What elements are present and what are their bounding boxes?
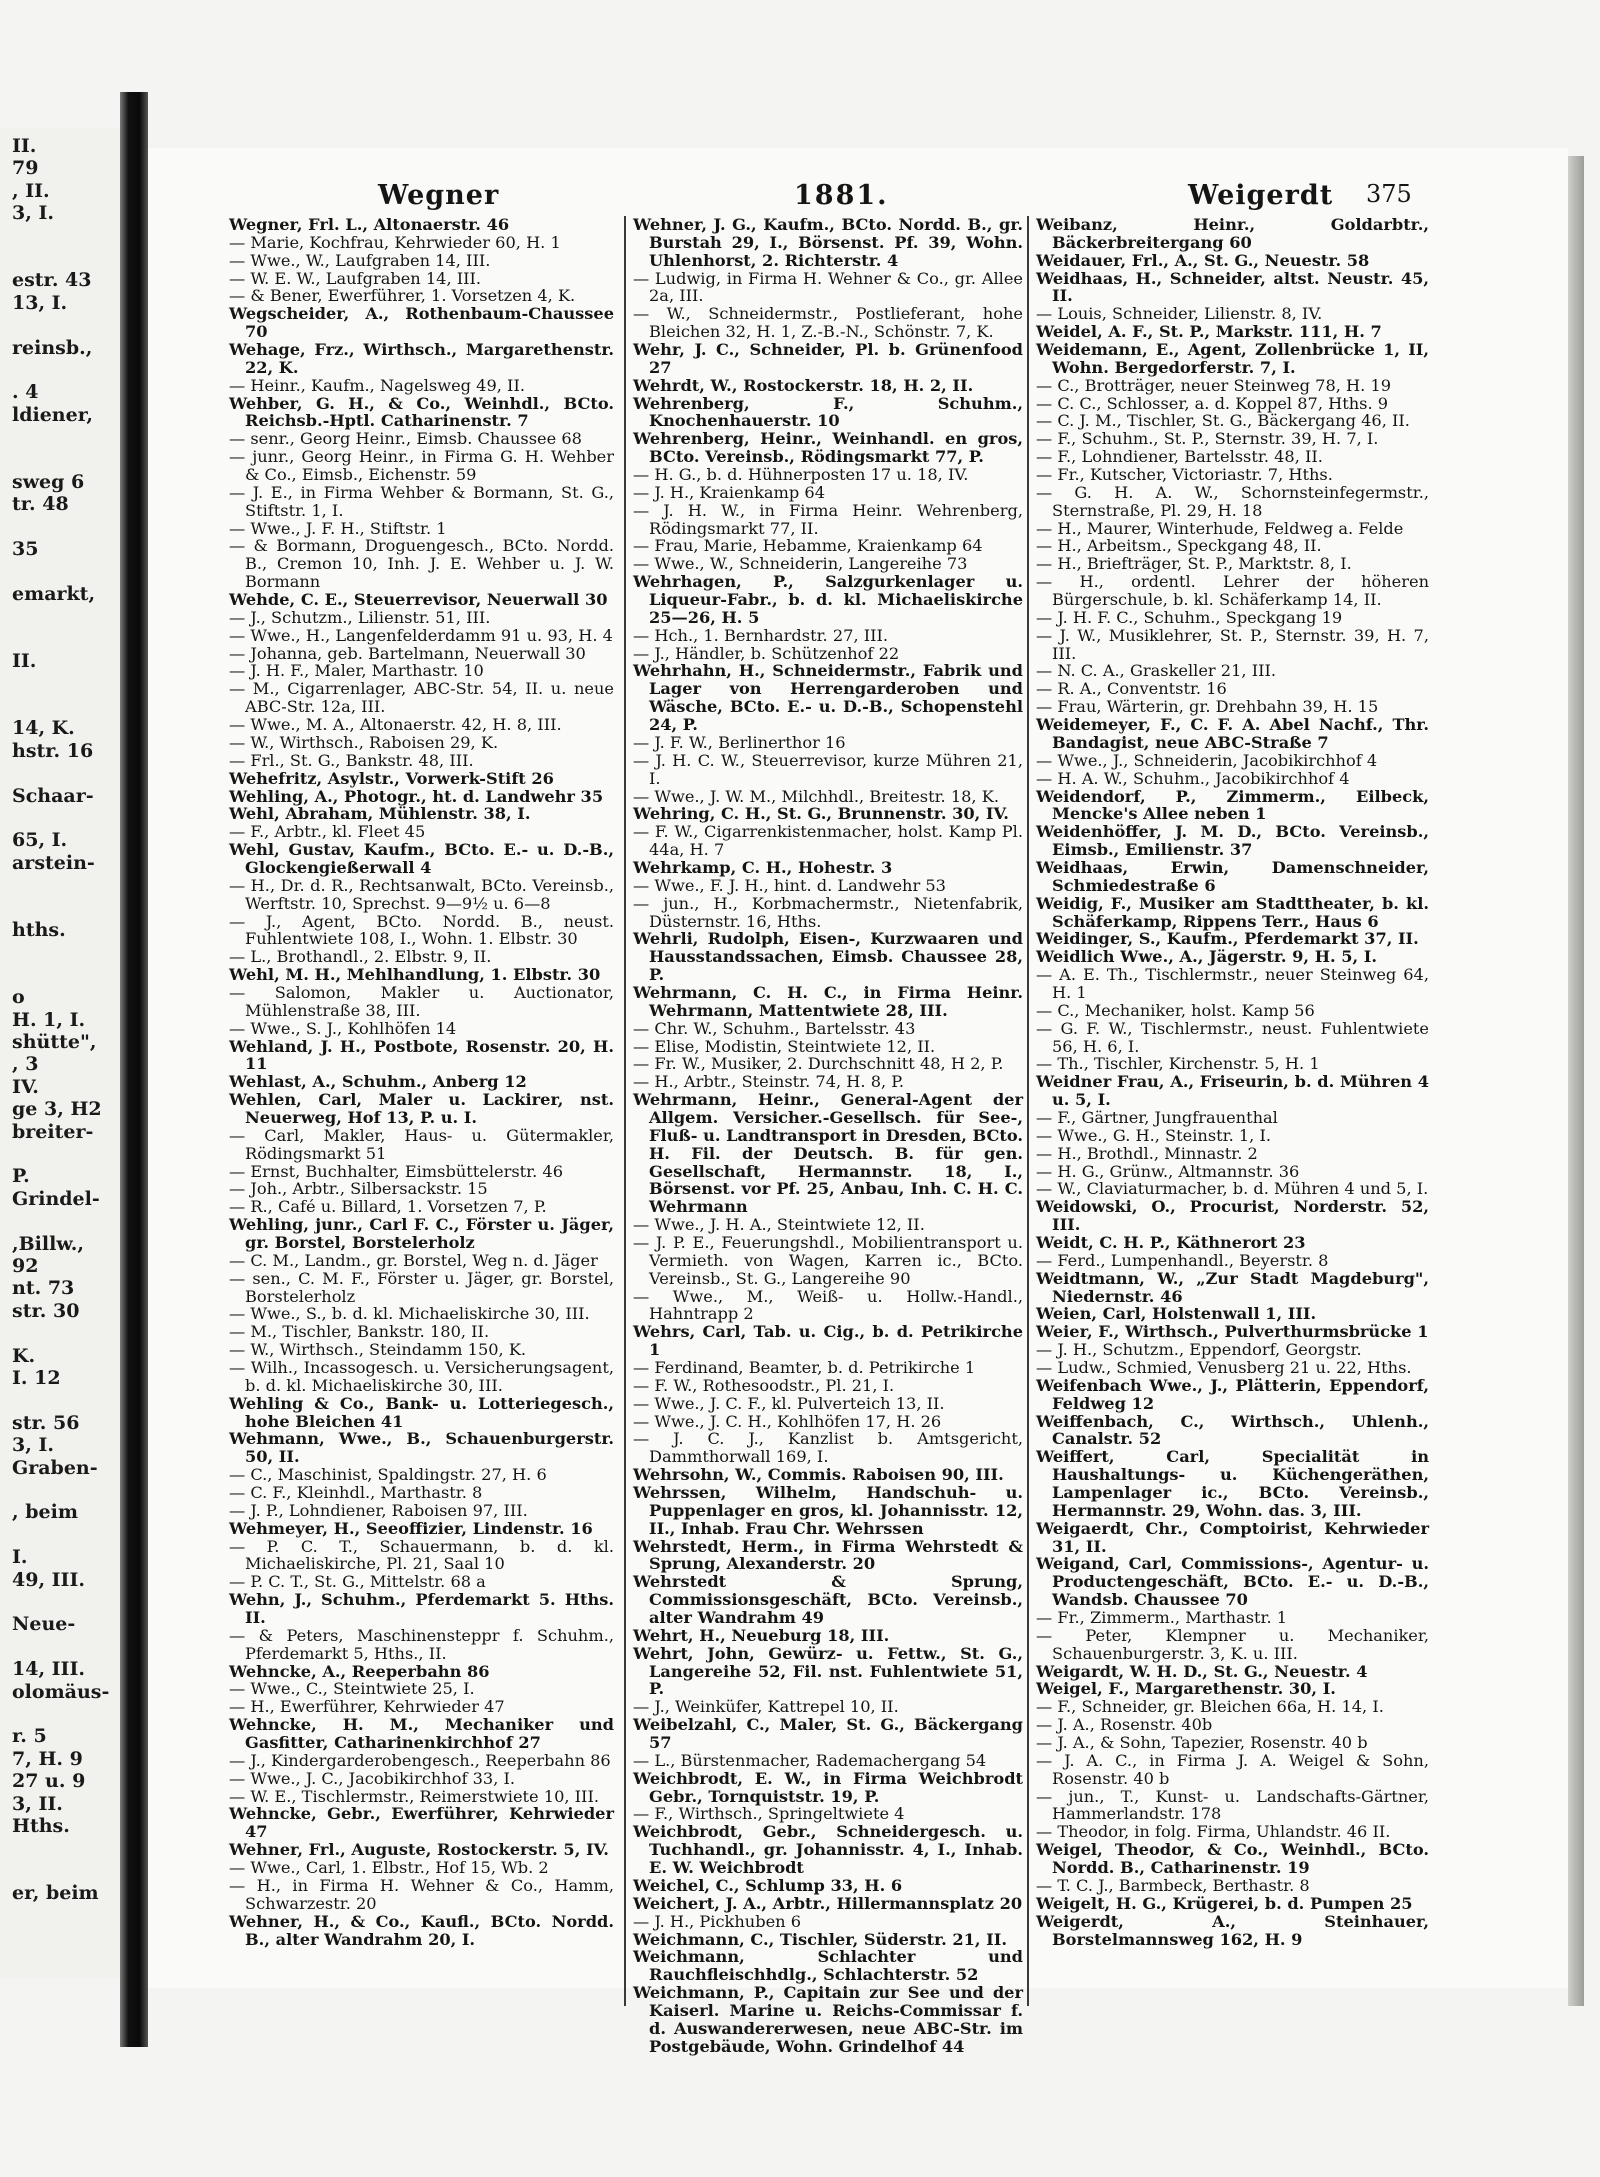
directory-entry: — W. E. W., Laufgraben 14, III. [229, 268, 482, 288]
directory-entry: — C. F., Kleinhdl., Marthastr. 8 [229, 1483, 483, 1503]
directory-column-1 [229, 216, 614, 1976]
directory-entry: — Hch., 1. Bernhardstr. 27, III. [633, 625, 889, 645]
directory-entry: — J. H. W., in Firma Heinr. Wehrenberg, Rödingsmarkt 77, II. [633, 500, 1023, 538]
directory-entry: — & Peters, Maschinensteppr f. Schuhm., Pferdemarkt 5, Hths., II. [229, 1625, 614, 1663]
directory-entry: — junr., Georg Heinr., in Firma G. H. Wehber & Co., Eimsb., Eichenstr. 59 [229, 447, 614, 485]
directory-entry: — Heinr., Kaufm., Nagelsweg 49, II. [229, 375, 525, 395]
directory-entry: — C. M., Landm., gr. Borstel, Weg n. d. Jäger [229, 1250, 598, 1270]
directory-entry: Weidendorf, P., Zimmerm., Eilbeck, Mencke's Allee neben 1 [1036, 786, 1429, 824]
directory-entry: — J., Kindergarderobengesch., Reeperbahn 86 [229, 1750, 611, 1770]
previous-page-fragment: , II. [12, 179, 50, 202]
previous-page-fragment: olomäus- [12, 1680, 110, 1703]
directory-entry: — Fr., Zimmerm., Marthastr. 1 [1036, 1608, 1288, 1628]
directory-entry: — J. W., Musiklehrer, St. P., Sternstr. 39, H. 7, III. [1036, 625, 1429, 663]
previous-page-fragment: emarkt, [12, 583, 96, 605]
directory-entry: Weidtmann, W., „Zur Stadt Magdeburg", Niedernstr. 46 [1036, 1268, 1429, 1306]
directory-entry: Weidowski, O., Procurist, Norderstr. 52, III. [1036, 1197, 1429, 1235]
directory-entry: — Wwe., F. J. H., hint. d. Landwehr 53 [633, 875, 946, 895]
directory-entry: Wehrt, H., Neueburg 18, III. [633, 1625, 890, 1645]
directory-entry: Wehncke, H. M., Mechaniker und Gasfitter, Catharinenkirchhof 27 [229, 1715, 614, 1753]
directory-entry: — Wwe., Carl, 1. Elbstr., Hof 15, Wb. 2 [229, 1858, 549, 1878]
directory-entry: — W., Wirthsch., Steindamm 150, K. [229, 1340, 527, 1360]
directory-entry: — J. H. F., Maler, Marthastr. 10 [229, 661, 484, 681]
directory-entry: — Fr., Kutscher, Victoriastr. 7, Hths. [1036, 465, 1333, 485]
directory-entry: — H., Arbeitsm., Speckgang 48, II. [1036, 536, 1322, 556]
directory-entry: — F., Wirthsch., Springeltwiete 4 [633, 1804, 905, 1824]
directory-entry: Wehrhagen, P., Salzgurkenlager u. Liqueur-Fabr., b. d. kl. Michaeliskirche 25—26, H. 5 [633, 572, 1023, 627]
directory-entry: Weichert, J. A., Arbtr., Hillermannsplatz 20 [633, 1893, 1023, 1913]
previous-page-fragment: Hths. [12, 1815, 70, 1837]
directory-entry: Weigel, Theodor, & Co., Weinhdl., BCto. Nordd. B., Catharinenstr. 19 [1036, 1840, 1429, 1878]
directory-entry: — W., Schneidermstr., Postlieferant, hohe Bleichen 32, H. 1, Z.-B.-N., Schönstr. 7, K. [633, 304, 1023, 342]
previous-page-fragment: 79 [12, 157, 39, 180]
previous-page-fragment: sweg 6 [12, 471, 85, 493]
directory-entry: Weidig, F., Musiker am Stadttheater, b. kl. Schäferkamp, Rippens Terr., Haus 6 [1036, 893, 1429, 931]
directory-entry: Weigelt, H. G., Krügerei, b. d. Pumpen 25 [1036, 1893, 1413, 1913]
previous-page-fragment: II. [12, 650, 37, 673]
directory-entry: Wehrkamp, C. H., Hohestr. 3 [633, 857, 893, 877]
directory-entry: — J., Händler, b. Schützenhof 22 [633, 643, 900, 663]
directory-entry: — L., Bürstenmacher, Rademachergang 54 [633, 1750, 987, 1770]
directory-entry: — Frau, Wärterin, gr. Drehbahn 39, H. 15 [1036, 697, 1379, 717]
directory-entry: — C., Maschinist, Spaldingstr. 27, H. 6 [229, 1465, 547, 1485]
previous-page-fragment: Schaar- [12, 784, 94, 807]
directory-entry: — J. E., in Firma Wehber & Bormann, St. G., Stiftstr. 1, I. [229, 482, 614, 520]
directory-entry: — M., Tischler, Bankstr. 180, II. [229, 1322, 490, 1342]
directory-entry: — Ferdinand, Beamter, b. d. Petrikirche 1 [633, 1358, 976, 1377]
directory-entry: Wehde, C. E., Steuerrevisor, Neuerwall 30 [229, 590, 608, 610]
directory-entry: — Chr. W., Schuhm., Bartelsstr. 43 [633, 1018, 916, 1038]
directory-entry: — Wwe., M. A., Altonaerstr. 42, H. 8, III. [229, 715, 562, 735]
directory-entry: Wehncke, A., Reeperbahn 86 [229, 1661, 490, 1681]
directory-entry: Weidauer, Frl., A., St. G., Neuestr. 58 [1036, 250, 1370, 270]
previous-page-fragment: 3, I. [12, 202, 54, 225]
previous-page-fragment: K. [12, 1344, 36, 1367]
directory-entry: — J., Weinküfer, Kattrepel 10, II. [633, 1697, 899, 1717]
directory-entry: — F., Schuhm., St. P., Sternstr. 39, H. 7, I. [1036, 429, 1379, 449]
previous-page-fragment: reinsb., [12, 336, 93, 359]
directory-entry: Weibelzahl, C., Maler, St. G., Bäckergang 57 [633, 1715, 1023, 1753]
previous-page-fragment: I. 12 [12, 1367, 61, 1389]
previous-page-fragment: ldiener, [12, 403, 93, 426]
directory-entry: — J. A., & Sohn, Tapezier, Rosenstr. 40 b [1036, 1733, 1368, 1753]
directory-entry: — H., Maurer, Winterhude, Feldweg a. Felde [1036, 518, 1404, 538]
previous-page-edge [0, 128, 120, 1978]
directory-page [148, 148, 1568, 2056]
directory-entry: — P. C. T., St. G., Mittelstr. 68 a [229, 1572, 486, 1592]
directory-entry: Wehmann, Wwe., B., Schauenburgerstr. 50, II. [229, 1429, 614, 1467]
previous-page-fragment: er, beim [12, 1882, 99, 1905]
previous-page-fragment: Graben- [12, 1456, 98, 1479]
previous-page-fragment: P. [12, 1165, 30, 1188]
directory-entry: — N. C. A., Graskeller 21, III. [1036, 661, 1277, 681]
directory-entry: Weidemann, E., Agent, Zollenbrücke 1, II, Wohn. Bergedorferstr. 7, I. [1036, 340, 1429, 377]
directory-entry: Weien, Carl, Holstenwall 1, III. [1036, 1304, 1317, 1324]
directory-entry: Weifenbach Wwe., J., Plätterin, Eppendorf, Feldweg 12 [1036, 1375, 1429, 1413]
directory-entry: Wegscheider, A., Rothenbaum-Chaussee 70 [229, 304, 614, 342]
directory-entry: — Frl., St. G., Bankstr. 48, III. [229, 750, 474, 770]
directory-entry: Wehncke, Gebr., Ewerführer, Kehrwieder 47 [229, 1804, 614, 1842]
directory-entry: — H. A. W., Schuhm., Jacobikirchhof 4 [1036, 768, 1350, 788]
directory-entry: Wehling & Co., Bank- u. Lotteriegesch., hohe Bleichen 41 [229, 1393, 614, 1431]
previous-page-fragment: 92 [12, 1255, 39, 1277]
directory-entry: — Elise, Modistin, Steintwiete 12, II. [633, 1036, 936, 1056]
directory-entry: Weigerdt, A., Steinhauer, Borstelmannsweg 162, H. 9 [1036, 1911, 1429, 1949]
directory-entry: — R. A., Conventstr. 16 [1036, 679, 1227, 699]
directory-entry: Wehrhahn, H., Schneidermstr., Fabrik und Lager von Herrengarderoben und Wäsche, BCto. E.- u. D.-B., Schopenstehl 24, P. [633, 661, 1023, 735]
directory-entry: Weiffenbach, C., Wirthsch., Uhlenh., Canalstr. 52 [1036, 1411, 1429, 1449]
directory-entry: — Wwe., M., Weiß- u. Hollw.-Handl., Hahntrapp 2 [633, 1286, 1023, 1324]
directory-entry: — H. G., Grünw., Altmannstr. 36 [1036, 1161, 1300, 1181]
directory-entry: — H., Briefträger, St. P., Marktstr. 8, I. [1036, 554, 1352, 574]
header-year: 1881. [794, 180, 889, 211]
directory-column-3 [1036, 216, 1429, 1976]
previous-page-fragment: , beim [12, 1501, 78, 1524]
directory-entry: — H., Brothdl., Minnastr. 2 [1036, 1143, 1258, 1163]
previous-page-fragment: 65, I. [12, 829, 68, 852]
directory-entry: — F., Arbtr., kl. Fleet 45 [229, 822, 426, 842]
directory-entry: — J. P., Lohndiener, Raboisen 97, III. [229, 1500, 528, 1520]
directory-entry: — J., Schutzm., Lilienstr. 51, III. [229, 607, 491, 627]
directory-entry: — C. C., Schlosser, a. d. Koppel 87, Hths. 9 [1036, 393, 1389, 413]
directory-entry: — A. E. Th., Tischlermstr., neuer Steinweg 64, H. 1 [1036, 965, 1429, 1002]
previous-page-fragment: str. 30 [12, 1299, 80, 1322]
page-header [148, 148, 1543, 211]
directory-entry: — H., Dr. d. R., Rechtsanwalt, BCto. Vereinsb., Werftstr. 10, Sprechst. 9—9½ u. 6—8 [229, 875, 614, 913]
directory-entry: — Fr. W., Musiker, 2. Durchschnitt 48, H 2, P. [633, 1054, 1004, 1074]
directory-entry: Wehefritz, Asylstr., Vorwerk-Stift 26 [229, 768, 554, 788]
directory-entry: Weidner Frau, A., Friseurin, b. d. Mühren 4 u. 5, I. [1036, 1072, 1429, 1110]
previous-page-fragment: Grindel- [12, 1187, 100, 1210]
directory-entry: Wehling, A., Photogr., ht. d. Landwehr 35 [229, 786, 604, 806]
directory-entry: Wehrenberg, F., Schuhm., Knochenhauerstr. 10 [633, 393, 1023, 431]
directory-entry: — senr., Georg Heinr., Eimsb. Chaussee 68 [229, 429, 582, 449]
directory-entry: Wehr, J. C., Schneider, Pl. b. Grünenfood 27 [633, 340, 1023, 377]
previous-page-fragment: r. 5 [12, 1725, 47, 1748]
directory-entry: — & Bener, Ewerführer, 1. Vorsetzen 4, K. [229, 286, 576, 306]
directory-entry: — J. C. J., Kanzlist b. Amtsgericht, Dammthorwall 169, I. [633, 1429, 1023, 1467]
directory-entry: — C., Brotträger, neuer Steinweg 78, H. 19 [1036, 375, 1392, 395]
directory-entry: — J. A., Rosenstr. 40b [1036, 1715, 1213, 1735]
directory-entry: Wehrsohn, W., Commis. Raboisen 90, III. [633, 1465, 1004, 1485]
previous-page-fragment: breiter- [12, 1120, 94, 1143]
directory-entry: — H. G., b. d. Hühnerposten 17 u. 18, IV. [633, 465, 969, 485]
page-edge-shadow [1568, 156, 1584, 2006]
directory-entry: — Ernst, Buchhalter, Eimsbüttelerstr. 46 [229, 1161, 563, 1181]
directory-entry: — Ferd., Lumpenhandl., Beyerstr. 8 [1036, 1250, 1329, 1270]
directory-entry: — Frau, Marie, Hebamme, Kraienkamp 64 [633, 536, 983, 556]
header-first-name: Wegner [378, 180, 500, 211]
directory-entry: — Wwe., J. C., Jacobikirchhof 33, I. [229, 1768, 516, 1788]
directory-entry: Weidenhöffer, J. M. D., BCto. Vereinsb., Eimsb., Emilienstr. 37 [1036, 822, 1429, 860]
directory-entry: — J. H. F. C., Schuhm., Speckgang 19 [1036, 607, 1343, 627]
directory-entry: — L., Brothandl., 2. Elbstr. 9, II. [229, 947, 492, 967]
previous-page-fragment: ,Billw., [12, 1232, 85, 1255]
directory-entry: — Wwe., J. H. A., Steintwiete 12, II. [633, 1215, 925, 1235]
directory-entry: — F. W., Cigarrenkistenmacher, holst. Kamp Pl. 44a, H. 7 [633, 822, 1023, 860]
directory-entry: — W., Claviaturmacher, b. d. Mühren 4 und 5, I. [1036, 1179, 1429, 1199]
directory-entry: Wehrssen, Wilhelm, Handschuh- u. Puppenlager en gros, kl. Johannisstr. 12, II., Inhab. Frau Chr. Wehrssen [633, 1483, 1023, 1538]
directory-entry: Weigaerdt, Chr., Comptoirist, Kehrwieder 31, II. [1036, 1518, 1429, 1556]
directory-entry: Wehl, Abraham, Mühlenstr. 38, I. [229, 804, 531, 824]
column-divider [624, 216, 626, 2006]
previous-page-fragment: shütte", [12, 1031, 97, 1053]
previous-page-fragment: II. [12, 135, 37, 157]
directory-entry: Weichmann, P., Capitain zur See und der Kaiserl. Marine u. Reichs-Commissar f. d. Auswandererwesen, neue ABC-Str. im Postgebäude, Wohn. Grindelhof 44 [633, 1983, 1023, 2056]
directory-entry: Weigand, Carl, Commissions-, Agentur- u. Productengeschäft, BCto. E.- u. D.-B., Wandsb. Chaussee 70 [1036, 1554, 1429, 1610]
directory-entry: — Wilh., Incassogesch. u. Versicherungsagent, b. d. kl. Michaeliskirche 30, III. [229, 1358, 614, 1395]
book-gutter [120, 92, 148, 2047]
directory-entry: — Wwe., J., Schneiderin, Jacobikirchhof 4 [1036, 750, 1378, 770]
directory-entry: Wehner, Frl., Auguste, Rostockerstr. 5, IV. [229, 1840, 609, 1860]
directory-entry: Wehner, J. G., Kaufm., BCto. Nordd. B., gr. Burstah 29, I., Börsenst. Pf. 39, Wohn. Uhlenhorst, 2. Richterstr. 4 [633, 215, 1023, 270]
previous-page-fragment: o [12, 986, 25, 1009]
directory-entry: — W. E., Tischlermstr., Reimerstwiete 10, III. [229, 1786, 599, 1806]
directory-entry: Weidhaas, Erwin, Damenschneider, Schmiedestraße 6 [1036, 857, 1429, 895]
directory-entry: — J. H. C. W., Steuerrevisor, kurze Mühren 21, I. [633, 750, 1023, 788]
directory-entry: — Wwe., J. F. H., Stiftstr. 1 [229, 518, 447, 538]
directory-entry: — Peter, Klempner u. Mechaniker, Schauenburgerstr. 3, K. u. III. [1036, 1625, 1429, 1663]
directory-entry: — jun., H., Korbmachermstr., Nietenfabrik, Düsternstr. 16, Hths. [633, 893, 1023, 931]
directory-entry: — Wwe., W., Schneiderin, Langereihe 73 [633, 554, 968, 574]
previous-page-fragment: H. 1, I. [12, 1008, 86, 1031]
previous-page-fragment: str. 56 [12, 1411, 80, 1434]
directory-entry: Wehrmann, C. H. C., in Firma Heinr. Wehrmann, Mattentwiete 28, III. [633, 982, 1023, 1020]
previous-page-fragment: arstein- [12, 851, 95, 874]
directory-entry: Wehrenberg, Heinr., Weinhandl. en gros, BCto. Vereinsb., Rödingsmarkt 77, P. [633, 429, 1023, 467]
directory-entry: — Johanna, geb. Bartelmann, Neuerwall 30 [229, 643, 586, 663]
directory-entry: — M., Cigarrenlager, ABC-Str. 54, II. u. neue ABC-Str. 12a, III. [229, 679, 614, 717]
directory-entry: Weidhaas, H., Schneider, altst. Neustr. 45, II. [1036, 268, 1429, 306]
previous-page-fragment: 14, K. [12, 717, 75, 740]
directory-entry: Weichmann, C., Tischler, Süderstr. 21, II. [633, 1929, 1007, 1949]
directory-entry: — J. F. W., Berlinerthor 16 [633, 732, 846, 752]
directory-entry: — J. H., Pickhuben 6 [633, 1911, 802, 1931]
directory-entry: Wehl, M. H., Mehlhandlung, 1. Elbstr. 30 [229, 965, 601, 985]
directory-entry: — Wwe., J. C. F., kl. Pulverteich 13, II. [633, 1393, 945, 1413]
directory-entry: — J. P. E., Feuerungshdl., Mobilientransport u. Vermieth. von Wagen, Karren ic., BCto. Vereinsb., St. G., Langereihe 90 [633, 1232, 1023, 1288]
directory-entry: — Theodor, in folg. Firma, Uhlandstr. 46 II. [1036, 1822, 1391, 1842]
directory-entry: — J. H., Schutzm., Eppendorf, Georgstr. [1036, 1340, 1362, 1360]
directory-entry: — J., Agent, BCto. Nordd. B., neust. Fuhlentwiete 108, I., Wohn. 1. Elbstr. 30 [229, 911, 614, 949]
directory-entry: Weiffert, Carl, Specialität in Haushaltungs- u. Küchengeräthen, Lampenlager ic., BCto. Vereinsb., Hermannstr. 29, Wohn. das. 3, III. [1036, 1447, 1429, 1520]
previous-page-fragment: tr. 48 [12, 493, 69, 516]
header-last-name: Weigerdt [1188, 180, 1334, 211]
directory-entry: Weidel, A. F., St. P., Markstr. 111, H. 7 [1036, 322, 1382, 342]
previous-page-fragment: 3, I. [12, 1434, 54, 1457]
directory-entry: — Wwe., S. J., Kohlhöfen 14 [229, 1018, 457, 1038]
previous-page-fragment: 35 [12, 538, 39, 561]
directory-entry: Wegner, Frl. L., Altonaerstr. 46 [229, 215, 510, 234]
directory-entry: Wehrstedt & Sprung, Commissionsgeschäft, BCto. Vereinsb., alter Wandrahm 49 [633, 1572, 1023, 1628]
previous-page-fragment: 7, H. 9 [12, 1747, 83, 1770]
previous-page-fragment: 3, II. [12, 1792, 63, 1815]
directory-entry: — T. C. J., Barmbeck, Berthastr. 8 [1036, 1875, 1310, 1895]
directory-entry: — W., Wirthsch., Raboisen 29, K. [229, 732, 499, 752]
directory-entry: Wehn, J., Schuhm., Pferdemarkt 5. Hths. II. [229, 1590, 614, 1628]
directory-entry: — H., ordentl. Lehrer der höheren Bürgerschule, b. kl. Schäferkamp 14, II. [1036, 572, 1429, 610]
directory-entry: Wehl, Gustav, Kaufm., BCto. E.- u. D.-B., Glockengießerwall 4 [229, 840, 614, 877]
previous-page-fragment: 13, I. [12, 291, 68, 314]
previous-page-fragment: nt. 73 [12, 1277, 75, 1300]
directory-entry: — Wwe., C., Steintwiete 25, I. [229, 1679, 475, 1699]
directory-entry: Weigardt, W. H. D., St. G., Neuestr. 4 [1036, 1661, 1368, 1681]
directory-entry: — P. C. T., Schauermann, b. d. kl. Michaeliskirche, Pl. 21, Saal 10 [229, 1536, 614, 1574]
directory-entry: — F., Lohndiener, Bartelsstr. 48, II. [1036, 447, 1323, 467]
directory-entry: — jun., T., Kunst- u. Landschafts-Gärtner, Hammerlandstr. 178 [1036, 1786, 1429, 1824]
directory-entry: Weibanz, Heinr., Goldarbtr., Bäckerbreitergang 60 [1036, 215, 1429, 252]
directory-entry: Wehring, C. H., St. G., Brunnenstr. 30, IV. [633, 804, 1009, 824]
directory-entry: — Wwe., J. W. M., Milchhdl., Breitestr. 18, K. [633, 786, 999, 806]
directory-entry: Weichbrodt, E. W., in Firma Weichbrodt Gebr., Tornquiststr. 19, P. [633, 1768, 1023, 1806]
directory-entry: Wehland, J. H., Postbote, Rosenstr. 20, H. 11 [229, 1036, 614, 1074]
directory-entry: — Salomon, Makler u. Auctionator, Mühlenstraße 38, III. [229, 982, 614, 1020]
directory-entry: — H., Ewerführer, Kehrwieder 47 [229, 1697, 505, 1717]
directory-entry: — Ludwig, in Firma H. Wehner & Co., gr. Allee 2a, III. [633, 268, 1023, 306]
directory-entry: — J. A. C., in Firma J. A. Weigel & Sohn, Rosenstr. 40 b [1036, 1750, 1429, 1788]
directory-entry: — Ludw., Schmied, Venusberg 21 u. 22, Hths. [1036, 1358, 1412, 1377]
directory-entry: Wehrli, Rudolph, Eisen-, Kurzwaaren und Hausstandssachen, Eimsb. Chaussee 28, P. [633, 929, 1023, 985]
directory-entry: — J. H., Kraienkamp 64 [633, 482, 825, 502]
directory-entry: — Wwe., G. H., Steinstr. 1, I. [1036, 1125, 1272, 1145]
directory-entry: — Wwe., J. C. H., Kohlhöfen 17, H. 26 [633, 1411, 942, 1431]
directory-entry: — Th., Tischler, Kirchenstr. 5, H. 1 [1036, 1054, 1320, 1074]
previous-page-fragment: 49, III. [12, 1568, 85, 1591]
directory-column-2 [633, 215, 1023, 2056]
directory-entry: Wehrstedt, Herm., in Firma Wehrstedt & Sprung, Alexanderstr. 20 [633, 1536, 1023, 1574]
directory-entry: — C., Mechaniker, holst. Kamp 56 [1036, 1000, 1315, 1020]
page-number: 375 [1366, 180, 1412, 208]
directory-entry: — C. J. M., Tischler, St. G., Bäckergang 46, II. [1036, 411, 1410, 431]
directory-entry: Weidemeyer, F., C. F. A. Abel Nachf., Thr. Bandagist, neue ABC-Straße 7 [1036, 715, 1429, 752]
directory-entry: Wehrt, John, Gewürz- u. Fettw., St. G., Langereihe 52, Fil. nst. Fuhlentwiete 51, P. [633, 1643, 1023, 1699]
column-divider [1027, 216, 1029, 2006]
previous-page-fragment: , 3 [12, 1053, 39, 1076]
directory-entry: — R., Café u. Billard, 1. Vorsetzen 7, P. [229, 1197, 547, 1217]
previous-page-fragment: ge 3, H2 [12, 1098, 102, 1121]
directory-entry: Wehlast, A., Schuhm., Anberg 12 [229, 1072, 527, 1092]
directory-entry: Wehrdt, W., Rostockerstr. 18, H. 2, II. [633, 375, 974, 395]
previous-page-fragment: IV. [12, 1075, 39, 1098]
directory-entry: Weidinger, S., Kaufm., Pferdemarkt 37, II. [1036, 929, 1419, 949]
directory-entry: Wehlen, Carl, Maler u. Lackirer, nst. Neuerweg, Hof 13, P. u. I. [229, 1090, 614, 1127]
previous-page-fragment: 14, III. [12, 1658, 85, 1681]
directory-entry: Weichel, C., Schlump 33, H. 6 [633, 1875, 903, 1895]
directory-entry: — F. W., Rothesoodstr., Pl. 21, I. [633, 1375, 895, 1395]
directory-entry: — F., Schneider, gr. Bleichen 66a, H. 14, I. [1036, 1697, 1384, 1717]
directory-entry: Wehrs, Carl, Tab. u. Cig., b. d. Petrikirche 1 [633, 1322, 1023, 1360]
directory-entry: Weier, F., Wirthsch., Pulverthurmsbrücke 1 [1036, 1322, 1429, 1342]
directory-entry: — H., Arbtr., Steinstr. 74, H. 8, P. [633, 1072, 905, 1092]
previous-page-fragment: hstr. 16 [12, 739, 94, 762]
directory-entry: — Marie, Kochfrau, Kehrwieder 60, H. 1 [229, 232, 561, 252]
directory-entry: Wehmeyer, H., Seeoffizier, Lindenstr. 16 [229, 1518, 593, 1538]
directory-entry: — & Bormann, Droguengesch., BCto. Nordd. B., Cremon 10, Inh. J. E. Wehber u. J. W. Bormann [229, 536, 614, 592]
directory-entry: — Carl, Makler, Haus- u. Gütermakler, Rödingsmarkt 51 [229, 1125, 614, 1163]
directory-entry: Weichmann, Schlachter und Rauchfleischhdlg., Schlachterstr. 52 [633, 1947, 1023, 1985]
directory-entry: Wehrmann, Heinr., General-Agent der Allgem. Versicher.-Gesellsch. für See-, Fluß- u. Landtransport in Dresden, BCto. H. Fil. der Deutsch. B. für gen. Gesellschaft, Hermannstr. 18, I., Börsenst. vor Pf. 25, Anbau, Inh. C. H. C. Wehrmann [633, 1090, 1023, 1217]
directory-entry: Weigel, F., Margarethenstr. 30, I. [1036, 1679, 1336, 1699]
directory-entry: — H., in Firma H. Wehner & Co., Hamm, Schwarzestr. 20 [229, 1875, 614, 1913]
previous-page-fragment: hths. [12, 919, 66, 941]
directory-entry: Weidt, C. H. P., Käthnerort 23 [1036, 1232, 1306, 1252]
previous-page-fragment: estr. 43 [12, 269, 92, 292]
directory-entry: Wehling, junr., Carl F. C., Förster u. Jäger, gr. Borstel, Borstelerholz [229, 1215, 614, 1252]
previous-page-fragment: Neue- [12, 1613, 76, 1636]
directory-entry: Weichbrodt, Gebr., Schneidergesch. u. Tuchhandl., gr. Johannisstr. 4, I., Inhab. E. W. Weichbrodt [633, 1822, 1023, 1878]
directory-entry: — G. H. A. W., Schornsteinfegermstr., Sternstraße, Pl. 29, H. 18 [1036, 482, 1429, 520]
directory-entry: — Wwe., H., Langenfelderdamm 91 u. 93, H. 4 [229, 625, 613, 645]
previous-page-fragment: 27 u. 9 [12, 1770, 86, 1793]
directory-entry: — F., Gärtner, Jungfrauenthal [1036, 1107, 1278, 1127]
directory-entry: Wehner, H., & Co., Kaufl., BCto. Nordd. B., alter Wandrahm 20, I. [229, 1911, 614, 1949]
directory-entry: — G. F. W., Tischlermstr., neust. Fuhlentwiete 56, H. 6, I. [1036, 1018, 1429, 1056]
directory-entry: — Wwe., S., b. d. kl. Michaeliskirche 30, III. [229, 1304, 590, 1324]
directory-entry: — Louis, Schneider, Lilienstr. 8, IV. [1036, 304, 1323, 324]
previous-page-fragment: I. [12, 1546, 28, 1569]
directory-entry: Wehage, Frz., Wirthsch., Margarethenstr. 22, K. [229, 340, 614, 377]
directory-entry: Wehber, G. H., & Co., Weinhdl., BCto. Reichsb.-Hptl. Catharinenstr. 7 [229, 393, 614, 431]
directory-entry: Weidlich Wwe., A., Jägerstr. 9, H. 5, I. [1036, 947, 1378, 967]
directory-entry: — Joh., Arbtr., Silbersackstr. 15 [229, 1179, 488, 1199]
directory-entry: — sen., C. M. F., Förster u. Jäger, gr. Borstel, Borstelerholz [229, 1268, 614, 1306]
directory-entry: — Wwe., W., Laufgraben 14, III. [229, 250, 491, 270]
previous-page-fragment: . 4 [12, 381, 39, 404]
